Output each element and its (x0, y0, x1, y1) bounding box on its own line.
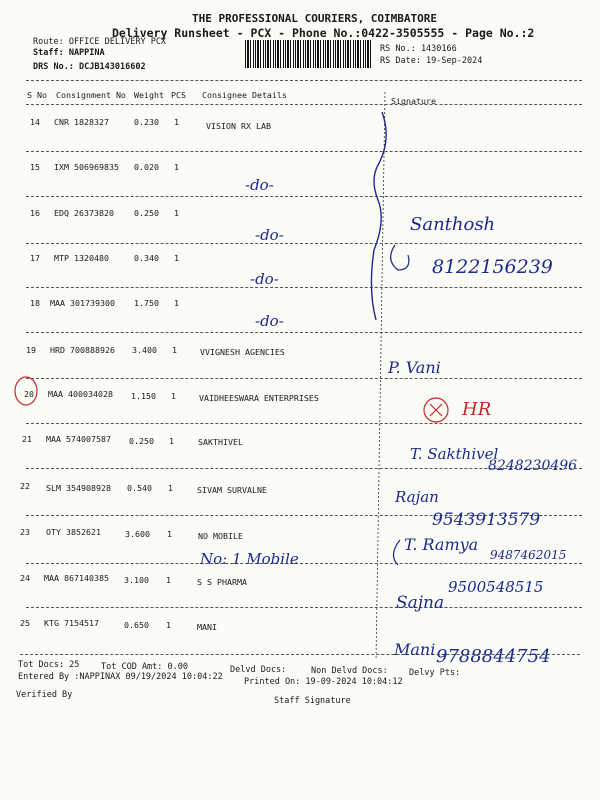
ditto-mark: -do- (245, 176, 274, 194)
row-consignment: SLM 354908928 (46, 483, 111, 493)
row-weight: 3.400 (132, 345, 157, 355)
row-pcs: 1 (174, 253, 179, 263)
row-weight: 0.340 (134, 253, 159, 263)
row-sno: 17 (30, 253, 40, 263)
row-weight: 3.100 (124, 575, 149, 585)
row-sno: 20 (24, 389, 34, 399)
ditto-brace (371, 112, 386, 320)
row-23-phone: 9487462015 (490, 548, 567, 562)
row-consignee: SIVAM SURVALNE (197, 485, 267, 495)
row-consignee: VISION RX LAB (206, 121, 271, 131)
row-sno: 23 (20, 527, 30, 537)
row-sno: 15 (30, 162, 40, 172)
row-consignee: VVIGNESH AGENCIES (200, 347, 285, 357)
rs-date: RS Date: 19-Sep-2024 (380, 56, 483, 66)
row-14-signature: Santhosh (410, 214, 496, 235)
row-sno: 18 (30, 298, 40, 308)
row-20-refusal-mark: HR (462, 399, 492, 420)
row-pcs: 1 (174, 208, 179, 218)
row-25-signature: Mani (394, 640, 436, 659)
staff-label: Staff: NAPPINA (33, 48, 105, 58)
entered-by: Entered By :NAPPINAX 09/19/2024 10:04:22 (18, 672, 223, 682)
row-21-phone: 8248230496 (488, 458, 578, 474)
row-sno: 16 (30, 208, 40, 218)
row-consignment: MAA 400034028 (48, 389, 113, 399)
route-label: Route: OFFICE DELIVERY PCX (33, 37, 167, 47)
row-sno: 14 (30, 117, 40, 127)
row-sno: 24 (20, 573, 30, 583)
row-weight: 0.250 (134, 208, 159, 218)
row-consignment: MTP 1320480 (54, 253, 109, 263)
col-consignee: Consignee Details (202, 90, 287, 100)
row-weight: 0.650 (124, 620, 149, 630)
row-consignment: IXM 506969835 (54, 162, 119, 172)
row-sno: 21 (22, 434, 32, 444)
col-pcs: PCS (171, 90, 186, 100)
row-24-signature: Sajna (396, 593, 445, 613)
row-consignment: MAA 867140385 (44, 573, 109, 583)
row-weight: 1.150 (131, 391, 156, 401)
row-sno: 25 (20, 618, 30, 628)
row-consignee: SAKTHIVEL (198, 437, 243, 447)
row-consignee: NO MOBILE (198, 531, 243, 541)
row-sno: 19 (26, 345, 36, 355)
row-weight: 0.020 (134, 162, 159, 172)
row-23-signature: T. Ramya (404, 535, 479, 554)
row-consignment: KTG 7154517 (44, 618, 99, 628)
row-25-phone: 9788844754 (436, 646, 551, 667)
non-delivered-docs: Non Delvd Docs: (311, 666, 388, 676)
row-pcs: 1 (174, 162, 179, 172)
rs-number: RS No.: 1430166 (380, 44, 457, 54)
row-24-phone: 9500548515 (448, 578, 544, 596)
total-docs: Tot Docs: 25 (18, 660, 80, 670)
row-weight: 1.750 (134, 298, 159, 308)
row-consignment: OTY 3852621 (46, 527, 101, 537)
row-consignee: MANI (197, 622, 217, 632)
delivered-docs: Delvd Docs: (230, 665, 287, 675)
col-sno: S No (27, 90, 47, 100)
row-pcs: 1 (168, 483, 173, 493)
row-pcs: 1 (169, 436, 174, 446)
row-weight: 0.230 (134, 117, 159, 127)
row-consignment: EDQ 26373820 (54, 208, 114, 218)
row-pcs: 1 (166, 575, 171, 585)
row-weight: 3.600 (125, 529, 150, 539)
row-consignee: S S PHARMA (197, 577, 247, 587)
no-mobile-note: No: 1 Mobile (200, 550, 299, 568)
ditto-mark: -do- (255, 312, 284, 330)
signature-column-line (376, 92, 385, 660)
row-sno: 22 (20, 481, 30, 491)
row-pcs: 1 (167, 529, 172, 539)
col-signature: Signature (391, 96, 436, 106)
company-name: THE PROFESSIONAL COURIERS, COIMBATORE (192, 12, 438, 25)
printed-on: Printed On: 19-09-2024 10:04:12 (244, 677, 403, 687)
ditto-mark: -do- (255, 226, 284, 244)
verified-by: Verified By (16, 690, 73, 700)
row-consignee: VAIDHEESWARA ENTERPRISES (199, 393, 319, 403)
runsheet-title: Delivery Runsheet - PCX - Phone No.:0422-3505555 - Page No.:2 (112, 26, 535, 40)
delivery-points: Delvy Pts: (409, 668, 461, 678)
row-consignment: HRD 700888926 (50, 345, 115, 355)
row-19-signature: P. Vani (388, 358, 441, 377)
row-pcs: 1 (166, 620, 171, 630)
ditto-mark: -do- (250, 270, 279, 288)
col-weight: Weight (134, 90, 164, 100)
row-pcs: 1 (171, 391, 176, 401)
row-14-phone: 8122156239 (432, 256, 553, 278)
row-pcs: 1 (174, 117, 179, 127)
row-weight: 0.540 (127, 483, 152, 493)
col-consignment: Consignment No (56, 90, 126, 100)
row-20-circle (15, 377, 37, 405)
row-consignment: MAA 301739300 (50, 298, 115, 308)
row-21-signature: T. Sakthivel (410, 445, 499, 463)
row-consignment: MAA 574007587 (46, 434, 111, 444)
row-14-loop (391, 245, 409, 270)
drs-number: DRS No.: DCJB143016602 (33, 62, 146, 72)
total-cod-amount: Tot COD Amt: 0.00 (101, 662, 188, 672)
row-pcs: 1 (172, 345, 177, 355)
row-weight: 0.250 (129, 436, 154, 446)
row-22-phone: 9543913579 (432, 510, 541, 530)
row-20-cross (430, 404, 442, 416)
staff-signature: Staff Signature (274, 696, 351, 706)
row-consignment: CNR 1828327 (54, 117, 109, 127)
row-23-loop (393, 540, 400, 565)
row-pcs: 1 (174, 298, 179, 308)
row-22-signature: Rajan (395, 488, 439, 506)
